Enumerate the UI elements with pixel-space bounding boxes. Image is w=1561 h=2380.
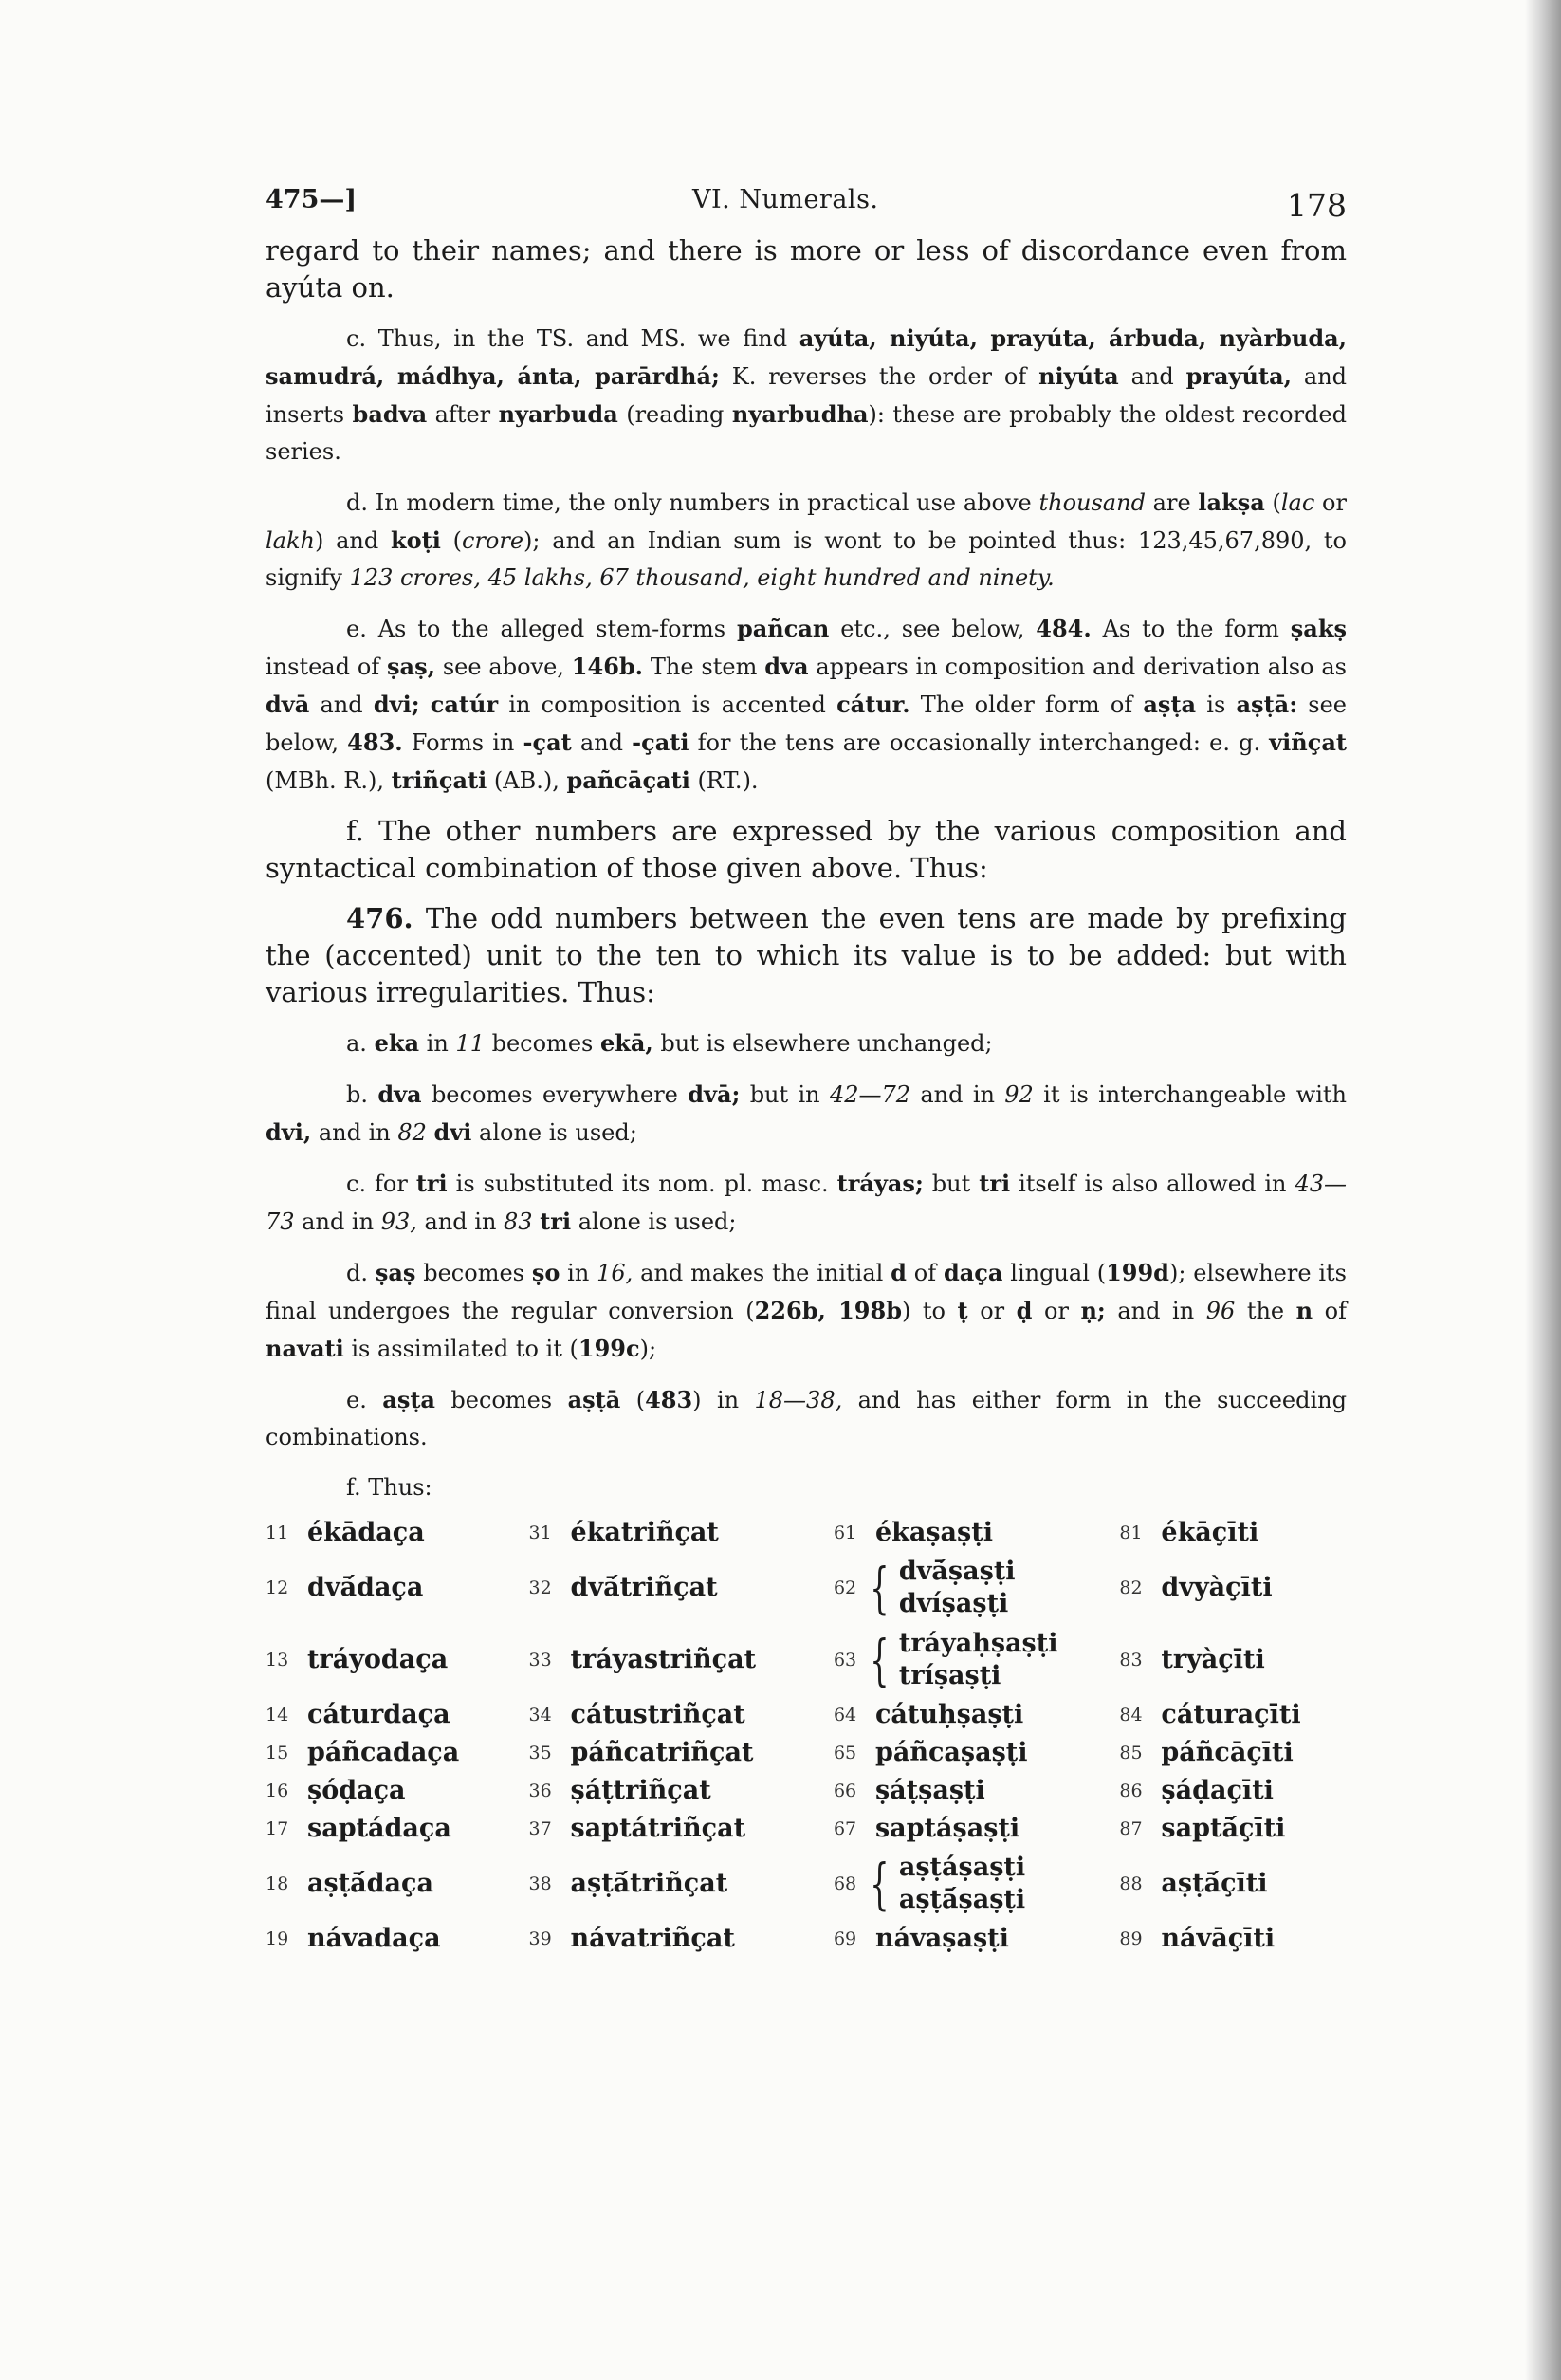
numeral-cell bbox=[834, 1774, 1119, 1808]
numeral-cell bbox=[1119, 1698, 1347, 1732]
numeral-cell bbox=[529, 1922, 834, 1956]
numeral-word: návaṣaṣṭi bbox=[874, 1924, 1009, 1953]
numeral-word: tráyaḥṣaṣṭi bbox=[898, 1629, 1058, 1658]
variant-group bbox=[834, 1628, 1058, 1692]
rule-b: b. dva becomes everywhere dvā; but in 42—72 and in 92 it is interchangeable with dvi, and in 82 dvi alone is used; bbox=[266, 1080, 1348, 1146]
numeral-word: tríṣaṣṭi bbox=[898, 1661, 1001, 1690]
numeral-cell bbox=[834, 1556, 1119, 1620]
numeral-number: 88 bbox=[1119, 1873, 1143, 1894]
numeral-word: aṣṭā́ṣaṣṭi bbox=[898, 1885, 1026, 1914]
numeral-number: 85 bbox=[1119, 1743, 1143, 1763]
numeral-cell bbox=[1119, 1643, 1347, 1677]
table-row bbox=[266, 1514, 1347, 1552]
numeral-word: ékāçīti bbox=[1161, 1518, 1259, 1547]
numeral-number: 31 bbox=[528, 1522, 552, 1543]
numeral-cell bbox=[529, 1867, 834, 1901]
numeral-number: 39 bbox=[528, 1928, 552, 1949]
numeral-cell bbox=[529, 1698, 834, 1732]
numeral-number: 86 bbox=[1119, 1780, 1143, 1801]
paragraph-f: f. The other numbers are expressed by the various composition and syntactical combination of those given above. Thus: bbox=[266, 815, 1347, 884]
page-edge bbox=[1525, 0, 1561, 2380]
paragraph-d: d. In modern time, the only numbers in practical use above thousand are lakṣa (lac or lakh) and koṭi (crore); and an Indian sum is wont to be pointed thus: 123,45,67,890, to signify 123 crores, 45 lakhs, 67 thousand, eight hundred and ninety. bbox=[266, 489, 1348, 591]
numeral-cell bbox=[1119, 1516, 1347, 1550]
numeral-number: 19 bbox=[266, 1928, 289, 1949]
numeral-word: páñcatriñçat bbox=[570, 1738, 754, 1767]
numeral-number: 63 bbox=[833, 1650, 857, 1670]
numeral-cell bbox=[834, 1516, 1119, 1550]
numeral-word: dvyàçīti bbox=[1161, 1573, 1273, 1602]
numeral-number: 61 bbox=[833, 1522, 857, 1543]
numeral-cell bbox=[529, 1736, 834, 1770]
numeral-word: návāçīti bbox=[1161, 1924, 1276, 1953]
chapter-title: VI. Numerals. bbox=[692, 185, 879, 214]
rule-e: e. aṣṭa becomes aṣṭā (483) in 18—38, and has either form in the succeeding combinations. bbox=[266, 1386, 1347, 1450]
table-row bbox=[266, 1624, 1347, 1696]
numeral-word: tryàçīti bbox=[1161, 1645, 1265, 1674]
numeral-cell bbox=[834, 1812, 1119, 1846]
numeral-cell bbox=[266, 1736, 529, 1770]
numeral-word: dvā́daça bbox=[307, 1573, 424, 1602]
numeral-number: 36 bbox=[528, 1780, 552, 1801]
numeral-cell bbox=[266, 1922, 529, 1956]
numeral-word: ṣáḍaçīti bbox=[1161, 1776, 1274, 1805]
paragraph-476: 476. The odd numbers between the even tens are made by prefixing the (accented) unit to the ten to which its value is to be added: but with various irregularities. Thus: bbox=[266, 902, 1347, 1008]
numeral-number: 11 bbox=[266, 1522, 289, 1543]
numeral-word: aṣṭā́triñçat bbox=[570, 1869, 728, 1898]
numeral-word: cátustriñçat bbox=[570, 1700, 745, 1729]
numeral-cell bbox=[1119, 1774, 1347, 1808]
numeral-number: 17 bbox=[266, 1818, 289, 1839]
table-row bbox=[266, 1696, 1347, 1734]
numeral-cell bbox=[266, 1812, 529, 1846]
numeral-cell bbox=[529, 1643, 834, 1677]
numeral-word: aṣṭáṣaṣṭi bbox=[898, 1853, 1026, 1882]
numeral-number: 84 bbox=[1119, 1705, 1143, 1725]
rule-f: f. Thus: bbox=[346, 1474, 432, 1501]
numeral-word: dvíṣaṣṭi bbox=[898, 1589, 1009, 1618]
numeral-number: 87 bbox=[1119, 1818, 1143, 1839]
numeral-number: 15 bbox=[266, 1743, 289, 1763]
numeral-cell bbox=[529, 1571, 834, 1605]
numeral-number: 12 bbox=[266, 1577, 289, 1598]
numeral-number: 64 bbox=[833, 1705, 857, 1725]
numeral-word: ékādaça bbox=[307, 1518, 425, 1547]
numeral-number: 32 bbox=[528, 1577, 552, 1598]
table-row bbox=[266, 1552, 1347, 1624]
table-row bbox=[266, 1772, 1347, 1810]
numeral-word: cátuḥṣaṣṭi bbox=[874, 1700, 1024, 1729]
numeral-word: dvā́triñçat bbox=[570, 1573, 718, 1602]
numeral-word: návatriñçat bbox=[570, 1924, 735, 1953]
numeral-number: 81 bbox=[1119, 1522, 1143, 1543]
numeral-word: aṣṭā́daça bbox=[307, 1869, 433, 1898]
numeral-number: 82 bbox=[1119, 1577, 1143, 1598]
numeral-number: 18 bbox=[266, 1873, 289, 1894]
numeral-number: 83 bbox=[1119, 1650, 1143, 1670]
brace-icon: { bbox=[870, 1852, 890, 1916]
numeral-word: návadaça bbox=[307, 1924, 441, 1953]
numeral-word: ṣáṭṣaṣṭi bbox=[874, 1776, 985, 1805]
numeral-cell bbox=[1119, 1812, 1347, 1846]
paragraph-c: c. Thus, in the TS. and MS. we find ayúta, niyúta, prayúta, árbuda, nyàrbuda, samudrá, mádhya, ánta, parārdhá; K. reverses the order of niyúta and prayúta, and inserts badva after nyarbuda (reading nyarbudha): these are probably the oldest recorded series. bbox=[266, 324, 1348, 465]
numeral-word: dvā́ṣaṣṭi bbox=[898, 1557, 1016, 1586]
variant-group bbox=[834, 1556, 1016, 1620]
numeral-number: 62 bbox=[833, 1577, 857, 1598]
numeral-number: 68 bbox=[833, 1873, 857, 1894]
numeral-cell bbox=[529, 1516, 834, 1550]
page-number: 178 bbox=[1287, 187, 1347, 224]
numeral-cell bbox=[1119, 1571, 1347, 1605]
numeral-cell bbox=[1119, 1867, 1347, 1901]
numeral-number: 33 bbox=[528, 1650, 552, 1670]
numeral-cell bbox=[266, 1698, 529, 1732]
numerals-table bbox=[266, 1514, 1347, 1958]
numeral-word: tráyastriñçat bbox=[570, 1645, 757, 1674]
numeral-number: 67 bbox=[833, 1818, 857, 1839]
running-header bbox=[266, 185, 1347, 232]
numeral-cell bbox=[834, 1922, 1119, 1956]
section-number: 475—] bbox=[266, 185, 358, 214]
paragraph-e: e. As to the alleged stem-forms pañcan etc., see below, 484. As to the form ṣakṣ instead of ṣaṣ, see above, 146b. The stem dva appears in composition and derivation also as dvā and dvi; catúr in composition is accented cátur. The older form of aṣṭa is aṣṭā: see below, 483. Forms in -çat and -çati for the tens are occasionally interchanged: e. g. viñçat (MBh. R.), triñçati (AB.), pañcāçati (RT.). bbox=[266, 615, 1347, 794]
numeral-word: ékaṣaṣṭi bbox=[874, 1518, 993, 1547]
numeral-cell bbox=[834, 1736, 1119, 1770]
numeral-number: 37 bbox=[528, 1818, 552, 1839]
numeral-number: 14 bbox=[266, 1705, 289, 1725]
numeral-cell bbox=[834, 1628, 1119, 1692]
numeral-number: 16 bbox=[266, 1780, 289, 1801]
numeral-cell bbox=[834, 1698, 1119, 1732]
variant-group bbox=[834, 1852, 1025, 1916]
rule-a: a. eka in 11 becomes ekā, but is elsewhere unchanged; bbox=[346, 1029, 993, 1057]
numeral-cell bbox=[529, 1774, 834, 1808]
numeral-word: ṣáṭtriñçat bbox=[570, 1776, 711, 1805]
rule-c: c. for tri is substituted its nom. pl. masc. tráyas; but tri itself is also allowed in 43—73 and in 93, and in 83 tri alone is used; bbox=[266, 1170, 1347, 1235]
table-row bbox=[266, 1734, 1347, 1772]
numeral-word: saptádaça bbox=[307, 1814, 451, 1843]
numeral-cell bbox=[529, 1812, 834, 1846]
numeral-cell bbox=[1119, 1736, 1347, 1770]
rule-d: d. ṣaṣ becomes ṣo in 16, and makes the initial d of daça lingual (199d); elsewhere its final undergoes the regular conversion (226b, 198b) to ṭ or ḍ or ṇ; and in 96 the n of navati is assimilated to it (199c); bbox=[266, 1259, 1348, 1362]
numeral-word: páñcāçīti bbox=[1161, 1738, 1294, 1767]
numeral-cell bbox=[1119, 1922, 1347, 1956]
numeral-cell bbox=[266, 1571, 529, 1605]
numeral-word: tráyodaça bbox=[307, 1645, 449, 1674]
table-row bbox=[266, 1810, 1347, 1848]
numeral-word: ṣóḍaça bbox=[307, 1776, 406, 1805]
brace-icon: { bbox=[870, 1556, 890, 1620]
numeral-number: 65 bbox=[833, 1743, 857, 1763]
numeral-word: páñcadaça bbox=[307, 1738, 460, 1767]
numeral-cell bbox=[834, 1852, 1119, 1916]
numeral-number: 38 bbox=[528, 1873, 552, 1894]
brace-icon: { bbox=[870, 1628, 890, 1692]
paragraph-intro: regard to their names; and there is more or less of discordance even from ayúta on. bbox=[266, 234, 1347, 304]
numeral-word: saptáṣaṣṭi bbox=[874, 1814, 1020, 1843]
numeral-number: 69 bbox=[833, 1928, 857, 1949]
numeral-word: saptā́çīti bbox=[1161, 1814, 1286, 1843]
numeral-number: 66 bbox=[833, 1780, 857, 1801]
numeral-word: páñcaṣaṣṭi bbox=[874, 1738, 1028, 1767]
numeral-cell bbox=[266, 1867, 529, 1901]
numeral-number: 35 bbox=[528, 1743, 552, 1763]
numeral-number: 13 bbox=[266, 1650, 289, 1670]
numeral-cell bbox=[266, 1643, 529, 1677]
page bbox=[266, 185, 1347, 1958]
numeral-word: cáturaçīti bbox=[1161, 1700, 1301, 1729]
numeral-cell bbox=[266, 1774, 529, 1808]
numeral-number: 34 bbox=[528, 1705, 552, 1725]
numeral-word: aṣṭā́çīti bbox=[1161, 1869, 1268, 1898]
numeral-word: saptátriñçat bbox=[570, 1814, 746, 1843]
table-row bbox=[266, 1848, 1347, 1920]
numeral-number: 89 bbox=[1119, 1928, 1143, 1949]
numeral-cell bbox=[266, 1516, 529, 1550]
table-row bbox=[266, 1920, 1347, 1958]
numeral-word: ékatriñçat bbox=[570, 1518, 719, 1547]
numeral-word: cáturdaça bbox=[307, 1700, 450, 1729]
